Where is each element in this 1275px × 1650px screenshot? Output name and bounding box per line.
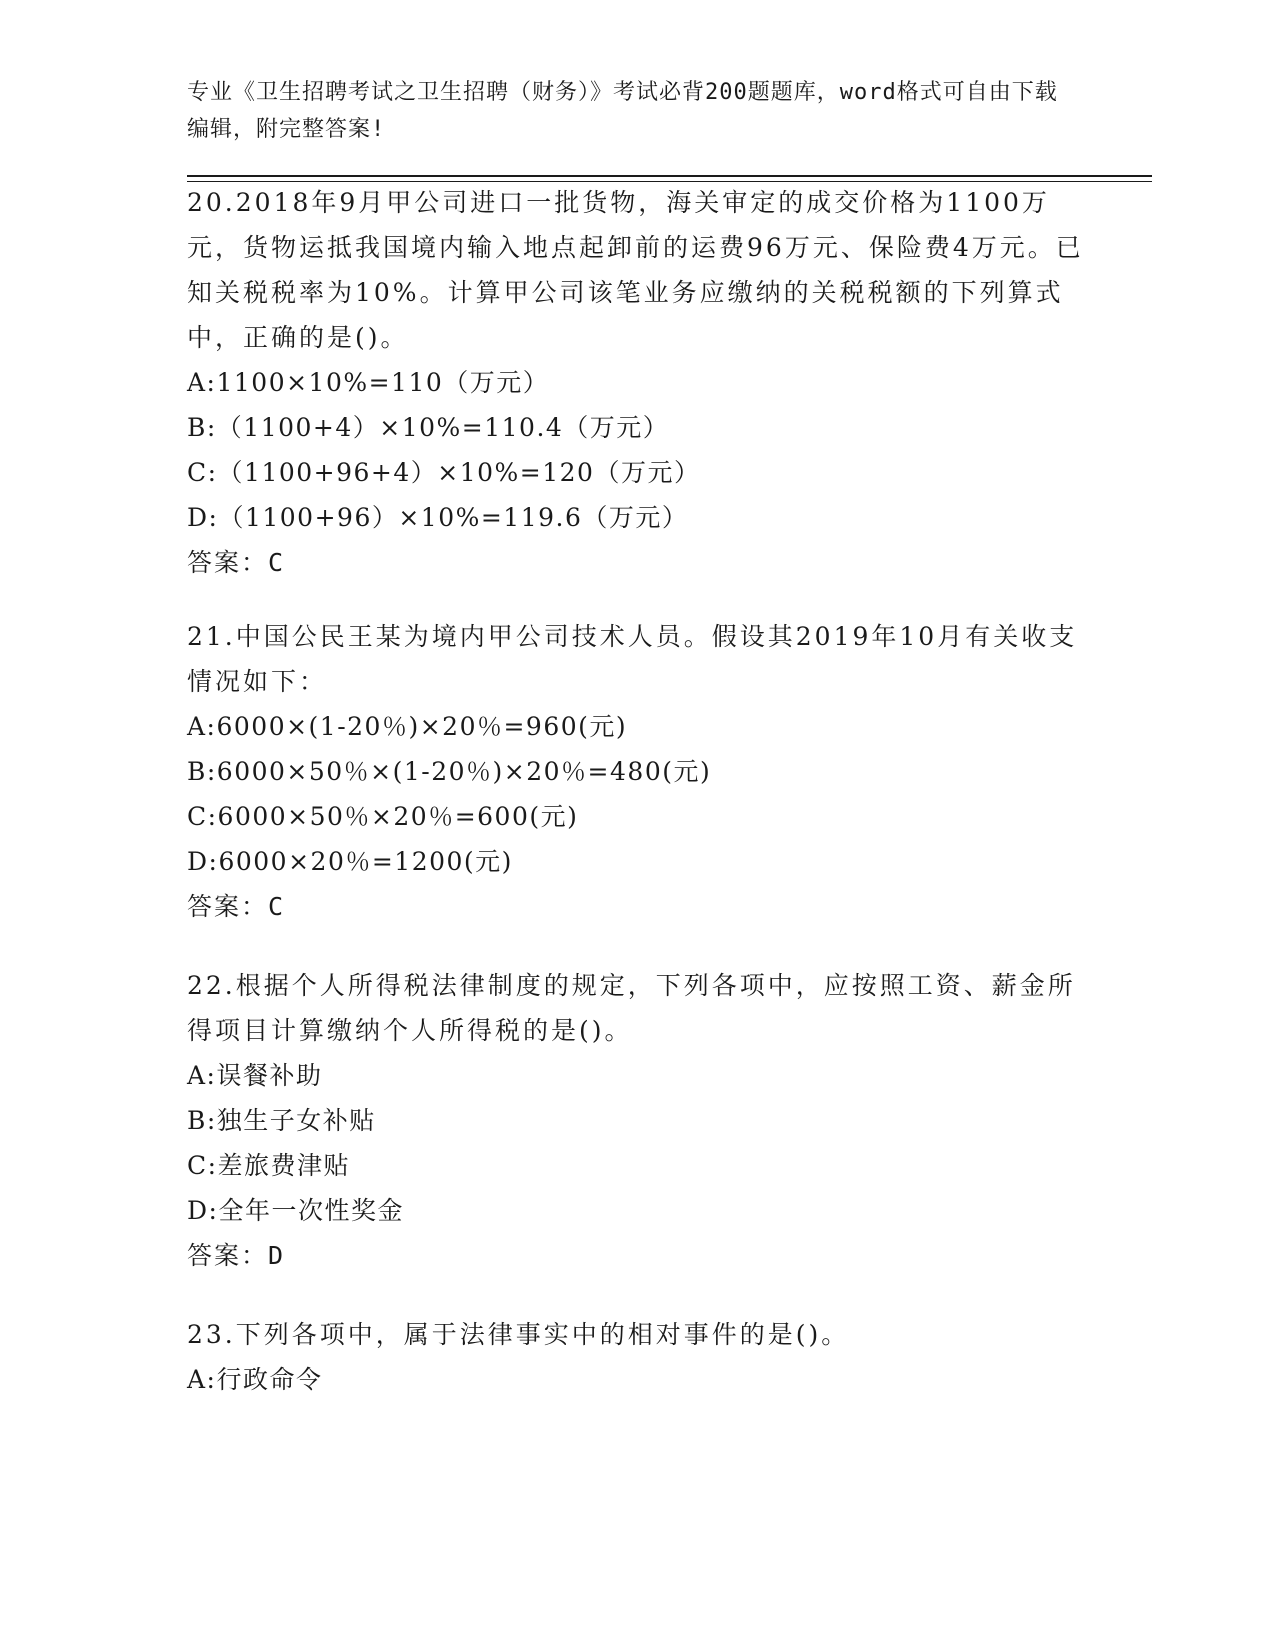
option-d: D:6000×20％=1200(元) [187,847,513,876]
option-a: A:6000×(1-20％)×20％=960(元) [187,712,628,741]
question-stem: 21.中国公民王某为境内甲公司技术人员。假设其2019年10月有关收支情况如下： [187,622,1078,696]
option-c: C:6000×50％×20％=600(元) [187,802,579,831]
question-22 [187,963,1087,1278]
option-c: C:（1100+96+4）×10%=120（万元） [187,458,701,487]
answer-line: 答案：C [187,548,286,577]
question-stem: 22.根据个人所得税法律制度的规定，下列各项中，应按照工资、薪金所得项目计算缴纳个人所得税的是()。 [187,971,1076,1045]
option-a: A:行政命令 [187,1365,323,1394]
option-b: B:（1100+4）×10%=110.4（万元） [187,413,670,442]
option-a: A:误餐补助 [187,1061,323,1090]
answer-line: 答案：C [187,892,286,921]
option-d: D:（1100+96）×10%=119.6（万元） [187,503,689,532]
option-a: A:1100×10%=110（万元） [187,368,550,397]
option-b: B:独生子女补贴 [187,1106,376,1135]
answer-line: 答案：D [187,1241,286,1270]
question-stem: 23.下列各项中，属于法律事实中的相对事件的是()。 [187,1320,850,1349]
option-b: B:6000×50％×(1-20％)×20％=480(元) [187,757,712,786]
option-c: C:差旅费津贴 [187,1151,351,1180]
question-20 [187,180,1087,585]
option-d: D:全年一次性奖金 [187,1196,404,1225]
header-rule-thick [187,175,1152,177]
question-stem: 20.2018年9月甲公司进口一批货物，海关审定的成交价格为1100万元，货物运抵我国境内输入地点起卸前的运费96万元、保险费4万元。已知关税税率为10%。计算甲公司该笔业务应缴纳的关税税额的下列算式中，正确的是()。 [187,188,1084,352]
question-23 [187,1312,1087,1402]
question-21 [187,614,1087,929]
document-header: 专业《卫生招聘考试之卫生招聘（财务）》考试必背200题题库，word格式可自由下载编辑，附完整答案! [187,80,1058,142]
